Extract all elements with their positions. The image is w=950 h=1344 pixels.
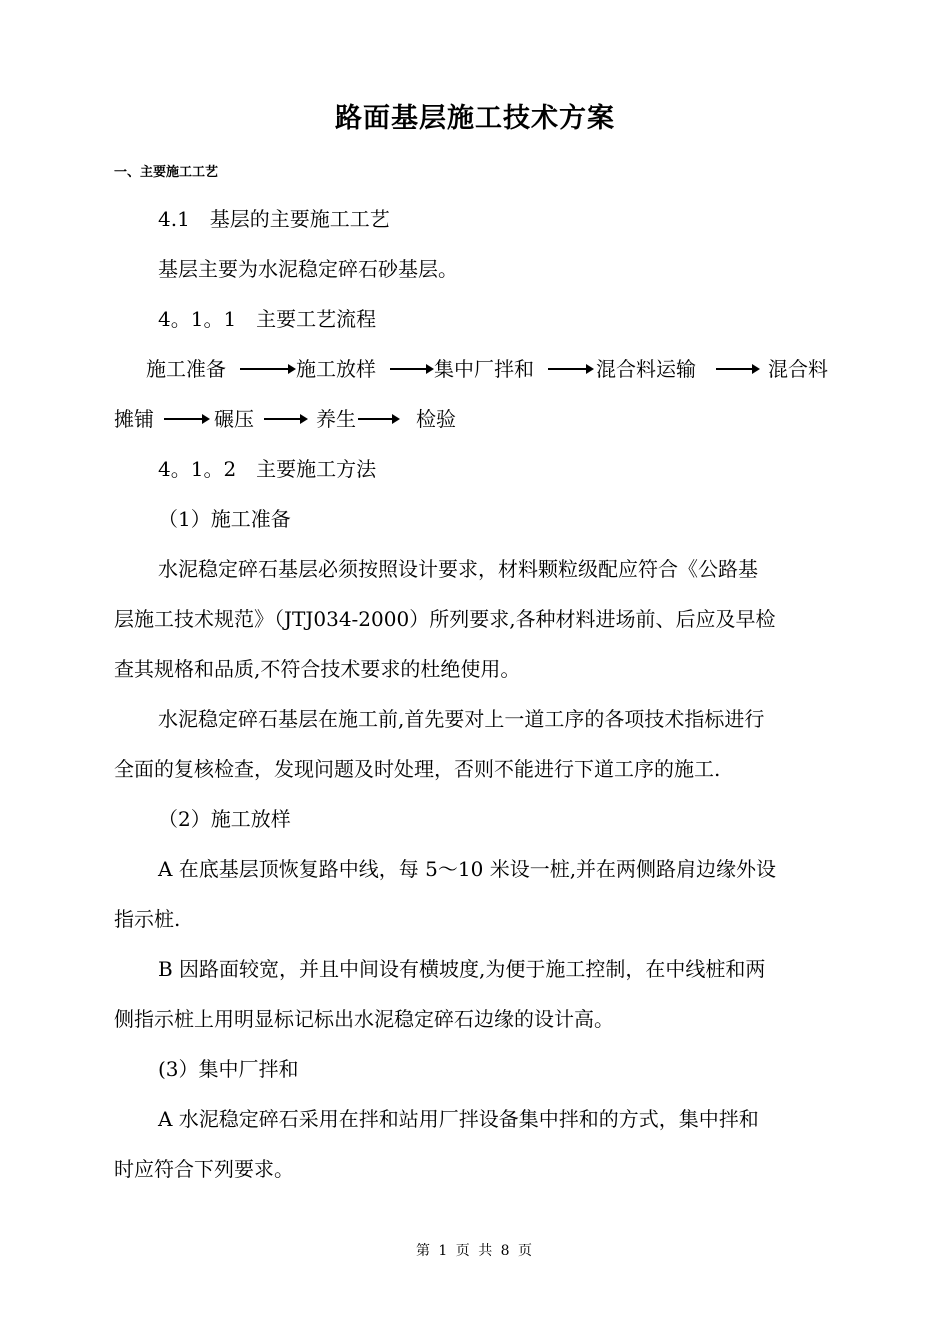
flow-step: 混合料	[768, 357, 828, 381]
arrow-right-icon	[390, 368, 432, 370]
paragraph-line: 时应符合下列要求。	[114, 1157, 294, 1181]
flow-step: 摊铺	[114, 407, 154, 431]
arrow-right-icon	[240, 368, 294, 370]
section-heading: 一、主要施工工艺	[114, 165, 219, 180]
paragraph-line: (3）集中厂拌和	[158, 1057, 299, 1081]
flow-step: 碾压	[214, 407, 254, 431]
flow-step: 集中厂拌和	[434, 357, 534, 381]
paragraph-line: （1）施工准备	[158, 507, 291, 531]
paragraph-line: 层施工技术规范》（JTJ034-2000）所列要求,各种材料进场前、后应及早检	[114, 607, 776, 631]
flow-step: 混合料运输	[596, 357, 696, 381]
arrow-right-icon	[164, 418, 208, 420]
page-footer: 第 1 页 共 8 页	[415, 1243, 535, 1259]
document-title: 路面基层施工技术方案	[335, 103, 615, 134]
paragraph-line: A 在底基层顶恢复路中线，每 5～10 米设一桩,并在两侧路肩边缘外设	[158, 857, 777, 881]
process-flow-row-2	[114, 406, 836, 432]
flow-step: 施工准备	[146, 357, 226, 381]
paragraph-line: 4。1。1 主要工艺流程	[158, 307, 377, 331]
paragraph-line: 指示桩.	[114, 907, 181, 931]
paragraph-line: B 因路面较宽，并且中间设有横坡度,为便于施工控制，在中线桩和两	[158, 957, 766, 981]
arrow-right-icon	[358, 418, 398, 420]
flow-step: 养生	[316, 407, 356, 431]
arrow-right-icon	[548, 368, 592, 370]
flow-step: 检验	[416, 407, 456, 431]
paragraph-line: 查其规格和品质,不符合技术要求的杜绝使用。	[114, 657, 521, 681]
paragraph-line: 水泥稳定碎石基层必须按照设计要求，材料颗粒级配应符合《公路基	[158, 557, 758, 581]
paragraph-line: 基层主要为水泥稳定碎石砂基层。	[158, 257, 458, 281]
paragraph-line: 4。1。2 主要施工方法	[158, 457, 377, 481]
process-flow-row-1	[114, 356, 836, 382]
arrow-right-icon	[264, 418, 306, 420]
paragraph-line: A 水泥稳定碎石采用在拌和站用厂拌设备集中拌和的方式，集中拌和	[158, 1107, 759, 1131]
arrow-right-icon	[716, 368, 758, 370]
flow-step: 施工放样	[296, 357, 376, 381]
paragraph-line: 侧指示桩上用明显标记标出水泥稳定碎石边缘的设计高。	[114, 1007, 614, 1031]
paragraph-line: 4.1 基层的主要施工工艺	[158, 207, 390, 231]
paragraph-line: （2）施工放样	[158, 807, 291, 831]
paragraph-line: 水泥稳定碎石基层在施工前,首先要对上一道工序的各项技术指标进行	[158, 707, 765, 731]
paragraph-line: 全面的复核检查，发现问题及时处理，否则不能进行下道工序的施工.	[114, 757, 721, 781]
